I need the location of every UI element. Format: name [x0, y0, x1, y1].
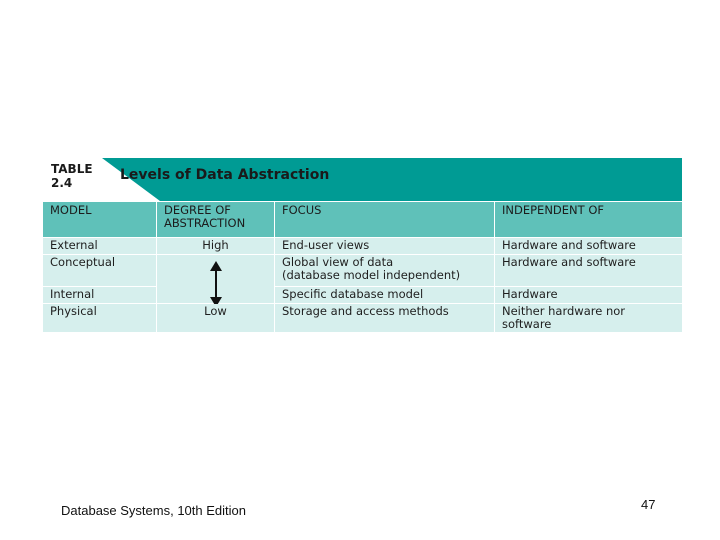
degree-cell: High	[157, 238, 275, 255]
table-row	[43, 287, 683, 304]
model-cell: Conceptual	[43, 255, 157, 287]
column-header-degree-line2: ABSTRACTION	[164, 216, 246, 230]
footer-book-title: Database Systems, 10th Edition	[61, 503, 246, 518]
focus-cell	[275, 255, 495, 287]
column-header-focus: FOCUS	[275, 202, 495, 238]
column-header-row	[43, 202, 683, 238]
table-label	[51, 162, 93, 190]
table-number: 2.4	[51, 176, 73, 190]
page-number: 47	[641, 497, 656, 512]
column-header-degree	[157, 202, 275, 238]
focus-line: (database model independent)	[282, 268, 461, 282]
model-cell: Physical	[43, 304, 157, 333]
column-header-independent: INDEPENDENT OF	[495, 202, 683, 238]
independent-cell: Hardware and software	[495, 238, 683, 255]
column-header-degree-line1: DEGREE OF	[164, 203, 231, 217]
table-row	[43, 255, 683, 287]
abstraction-grid	[42, 201, 683, 333]
table-title: Levels of Data Abstraction	[120, 167, 330, 183]
independent-cell: Hardware	[495, 287, 683, 304]
focus-cell: End-user views	[275, 238, 495, 255]
degree-arrow-cell	[157, 255, 275, 304]
model-cell: External	[43, 238, 157, 255]
focus-cell: Storage and access methods	[275, 304, 495, 333]
model-cell: Internal	[43, 287, 157, 304]
table-label-word: TABLE	[51, 162, 93, 176]
independent-cell: Hardware and software	[495, 255, 683, 287]
focus-cell: Specific database model	[275, 287, 495, 304]
column-header-model: MODEL	[43, 202, 157, 238]
table-header-bar	[42, 158, 682, 201]
table-row	[43, 238, 683, 255]
independent-cell: Neither hardware nor software	[495, 304, 683, 333]
degree-cell: Low	[157, 304, 275, 333]
data-abstraction-table	[42, 158, 682, 333]
double-arrow-icon	[208, 261, 224, 307]
focus-line: Global view of data	[282, 255, 394, 269]
table-row	[43, 304, 683, 333]
